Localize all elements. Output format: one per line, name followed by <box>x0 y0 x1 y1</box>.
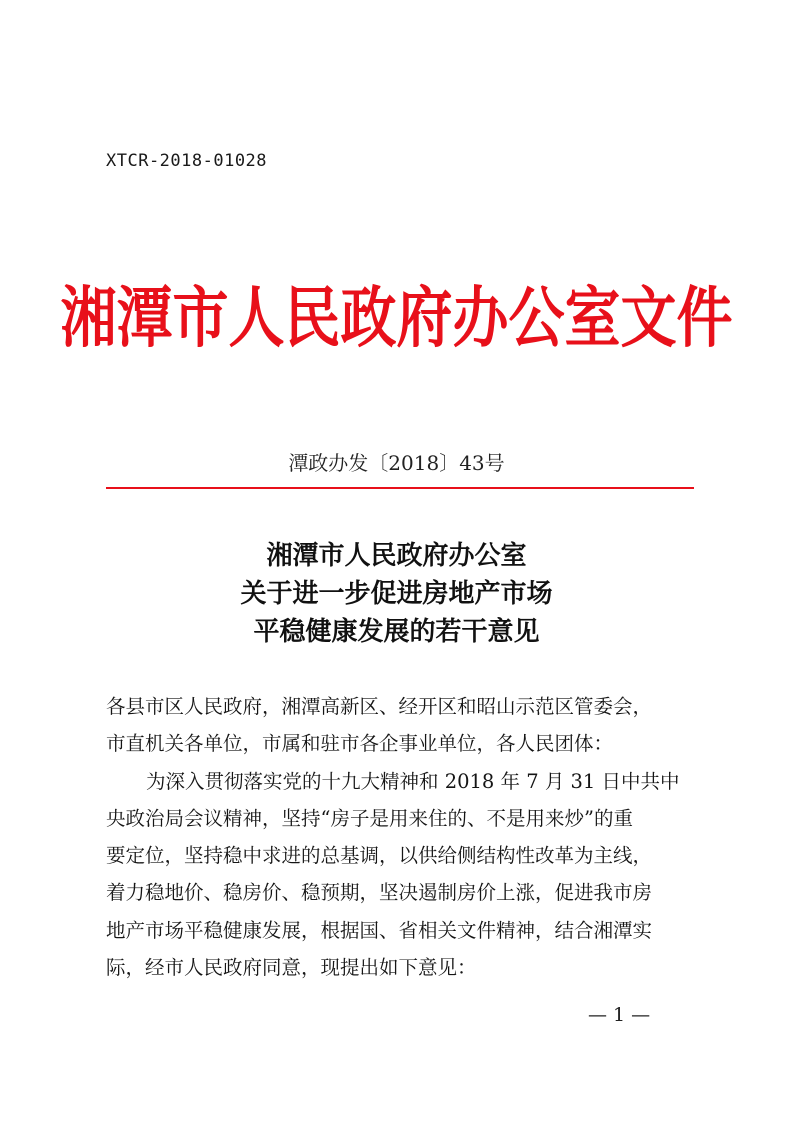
paragraph-line-5: 地产市场平稳健康发展，根据国、省相关文件精神，结合湘潭实 <box>106 918 653 942</box>
red-divider-line <box>106 487 694 489</box>
title-line-3: 平稳健康发展的若干意见 <box>253 617 540 647</box>
paragraph-line-4: 着力稳地价、稳房价、稳预期，坚决遏制房价上涨，促进我市房 <box>106 881 653 905</box>
issuer-header-title: 湘潭市人民政府办公室文件 <box>60 279 733 357</box>
paragraph-line-1: 为深入贯彻落实党的十九大精神和 2018 年 7 月 31 日中共中 <box>146 769 680 793</box>
title-line-2: 关于进一步促进房地产市场 <box>240 579 553 609</box>
addressee-line-1: 各县市区人民政府，湘潭高新区、经开区和昭山示范区管委会， <box>106 695 653 718</box>
document-code: XTCR-2018-01028 <box>106 151 268 171</box>
document-body <box>106 688 698 986</box>
document-title <box>0 537 793 651</box>
page-number: — 1 — <box>588 1004 651 1026</box>
title-line-1: 湘潭市人民政府办公室 <box>266 541 527 571</box>
document-number: 潭政办发〔2018〕43号 <box>288 451 505 475</box>
paragraph-line-3: 要定位，坚持稳中求进的总基调，以供给侧结构性改革为主线， <box>106 844 653 868</box>
paragraph-line-6: 际，经市人民政府同意，现提出如下意见： <box>106 956 477 980</box>
paragraph-line-2: 央政治局会议精神，坚持“房子是用来住的、不是用来炒”的重 <box>106 806 633 830</box>
addressee-line-2: 市直机关各单位，市属和驻市各企事业单位，各人民团体： <box>106 732 614 756</box>
